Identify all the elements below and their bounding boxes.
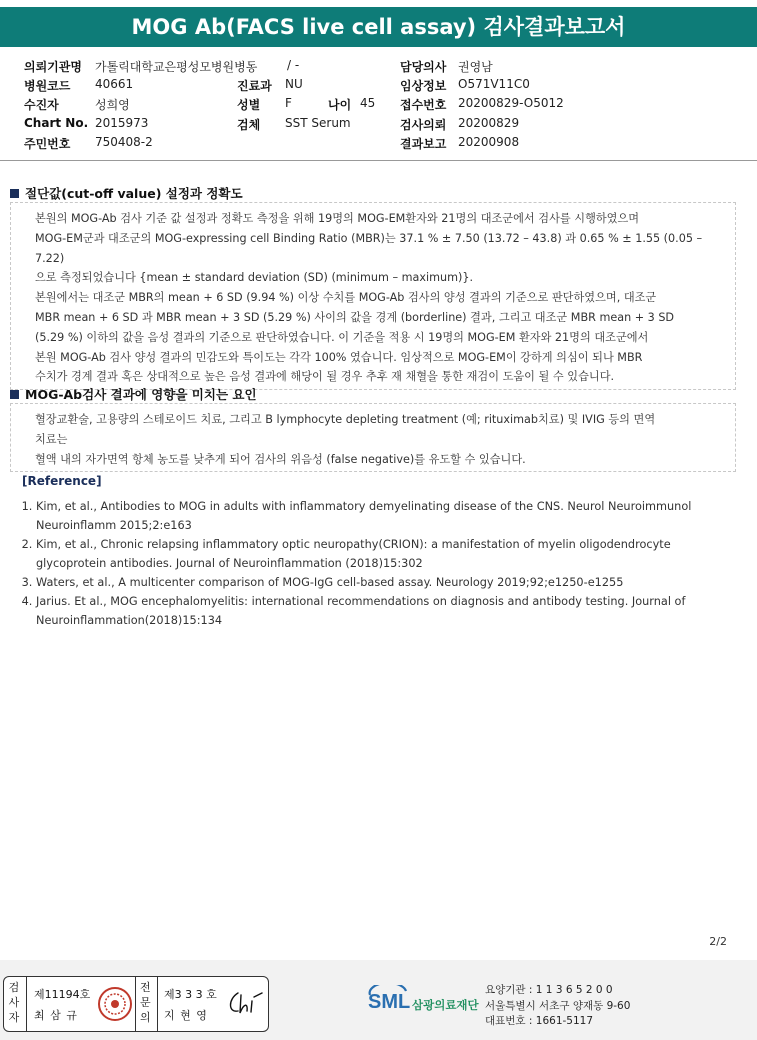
tester-no: 제11194호: [34, 988, 91, 1001]
report-label: 결과보고: [400, 137, 447, 151]
cutoff-line: MOG-EM군과 대조군의 MOG-expressing cell Binding Ratio (MBR)는 37.1 % ± 7.50 (13.72 – 43.8) 과 0.65 % ± 1.55 (0.05 –: [35, 231, 703, 245]
square-bullet-icon: [10, 189, 19, 198]
cutoff-line: 수치가 경계 결과 혹은 상대적으로 높은 음성 결과에 해당이 될 경우 추후 재 채혈을 통한 재검이 도움이 될 수 있습니다.: [35, 370, 615, 384]
request-label: 검사의뢰: [400, 118, 447, 132]
cutoff-line: (5.29 %) 이하의 값을 음성 결과의 기준으로 판단하였습니다. 이 기준을 적용 시 19명의 MOG-EM 환자와 21명의 대조군에서: [35, 330, 649, 344]
age-value: 45: [360, 96, 376, 110]
chart-label: Chart No.: [24, 116, 89, 130]
specialist-label: [140, 980, 152, 1025]
tester-label: [8, 980, 22, 1025]
hospital-value: 가톨릭대학교은평성모병원병동: [95, 60, 258, 74]
cutoff-heading: [10, 184, 736, 202]
contact-line: 대표번호 : 1661-5117: [485, 1015, 594, 1027]
chart-value: 2015973: [95, 116, 149, 130]
sex-value: F: [285, 96, 292, 110]
cutoff-line: 본원의 MOG-Ab 검사 기준 값 설정과 정확도 측정을 위해 19명의 MOG-EM환자와 21명의 대조군에서 검사를 시행하였으며: [35, 212, 640, 225]
report-value: 20200908: [458, 135, 520, 149]
tester-label-text: 검사자: [8, 981, 20, 1024]
factors-line: 혈장교환술, 고용량의 스테로이드 치료, 그리고 B lymphocyte depleting treatment (예; rituximab치료) 및 IVIG 등의 면역: [35, 413, 656, 426]
cutoff-line: 본원에서는 대조군 MBR의 mean + 6 SD (9.94 %) 이상 수치를 MOG-Ab 검사의 양성 결과의 기준으로 판단하였으며, 대조군: [35, 291, 657, 305]
header-divider: [0, 160, 757, 161]
patient-label: 수진자: [24, 98, 59, 112]
page-number: 2/2: [709, 935, 727, 948]
cutoff-line: MBR mean + 6 SD 과 MBR mean + 3 SD (5.29 %) 사이의 값을 경계 (borderline) 결과, 그리고 대조군 MBR mean + 3 SD: [35, 310, 675, 324]
code-label: 병원코드: [24, 79, 71, 93]
factors-body: [10, 403, 736, 472]
references: [22, 474, 722, 632]
specialist-no: 제3 3 3 호: [164, 988, 217, 1001]
sig-divider: [26, 977, 27, 1031]
contact-line: 요양기관 : 1 1 3 6 5 2 0 0: [485, 984, 613, 996]
code-value: 40661: [95, 77, 134, 91]
clinical-value: O571V11C0: [458, 77, 530, 91]
org-name: 삼광의료재단: [412, 998, 479, 1012]
tester-name: 최 삼 규: [34, 1009, 78, 1022]
specialist-label-text: 전문의: [140, 981, 151, 1024]
cutoff-line: 으로 측정되었습니다 {mean ± standard deviation (SD) (minimum – maximum)}.: [35, 271, 474, 285]
reference-item: 4. Jarius. Et al., MOG encephalomyelitis: international recommendations on diagnosis and antibody testing. Journal of Neuroinflammation(2018)15:134: [36, 593, 722, 631]
cutoff-line: 7.22): [35, 251, 65, 265]
cutoff-section: [10, 184, 736, 390]
factors-heading: [10, 385, 736, 403]
sig-divider: [157, 977, 158, 1031]
sig-divider: [135, 977, 136, 1031]
contact-info: [485, 983, 630, 1030]
age-label: 나이: [328, 98, 352, 112]
patient-info: [0, 56, 757, 156]
hospital-label: 의뢰기관명: [24, 60, 82, 74]
reference-item: 2. Kim, et al., Chronic relapsing inflammatory optic neuropathy(CRION): a manifestation of myelin oligodendrocyte glycoprotein antibodies. Journal of Neuroinflammation (2018)15:302: [36, 536, 722, 574]
receipt-label: 접수번호: [400, 98, 447, 112]
tester-seal-icon: [96, 983, 134, 1025]
specimen-value: SST Serum: [285, 116, 351, 130]
factors-line: 치료는: [35, 432, 68, 446]
report-title: MOG Ab(FACS live cell assay) 검사결과보고서: [0, 7, 757, 47]
reference-list: [22, 498, 722, 631]
factors-heading-text: MOG-Ab검사 결과에 영향을 미치는 요인: [25, 387, 257, 402]
cutoff-body: [10, 202, 736, 390]
references-heading: [Reference]: [22, 474, 102, 488]
doctor-value: 권영남: [458, 60, 493, 74]
factors-section: [10, 385, 736, 472]
dept-label: 진료과: [237, 79, 272, 93]
patient-value: 성희영: [95, 98, 130, 112]
reference-item: 3. Waters, et al., A multicenter comparison of MOG-IgG cell-based assay. Neurology 2019;92;e1250-e1255: [36, 574, 722, 593]
id-value: 750408-2: [95, 135, 153, 149]
specimen-label: 검체: [237, 118, 261, 132]
ward-value: / -: [287, 58, 300, 72]
cutoff-line: 본원 MOG-Ab 검사 양성 결과의 민감도와 특이도는 각각 100% 였습니다. 임상적으로 MOG-EM이 강하게 의심이 되나 MBR: [35, 350, 643, 364]
dept-value: NU: [285, 77, 303, 91]
signature-icon: [226, 987, 264, 1021]
id-label: 주민번호: [24, 137, 71, 151]
request-value: 20200829: [458, 116, 520, 130]
receipt-value: 20200829-O5012: [458, 96, 564, 110]
cutoff-heading-text: 절단값(cut-off value) 설정과 정확도: [25, 186, 243, 201]
signature-box: [3, 976, 269, 1032]
square-bullet-icon: [10, 390, 19, 399]
clinical-label: 임상정보: [400, 79, 447, 93]
doctor-label: 담당의사: [400, 60, 447, 74]
contact-line: 서울특별시 서초구 양재동 9-60: [485, 999, 631, 1012]
sex-label: 성별: [237, 98, 261, 112]
reference-item: 1. Kim, et al., Antibodies to MOG in adults with inflammatory demyelinating disease of the CNS. Neurol Neuroimmunol Neuroinflamm 2015;2:e163: [36, 498, 722, 536]
factors-line: 혈액 내의 자가면역 항체 농도를 낮추게 되어 검사의 위음성 (false negative)를 유도할 수 있습니다.: [35, 452, 526, 466]
org-logo-text: SML: [368, 991, 411, 1013]
specialist-name: 지 현 영: [164, 1009, 208, 1022]
